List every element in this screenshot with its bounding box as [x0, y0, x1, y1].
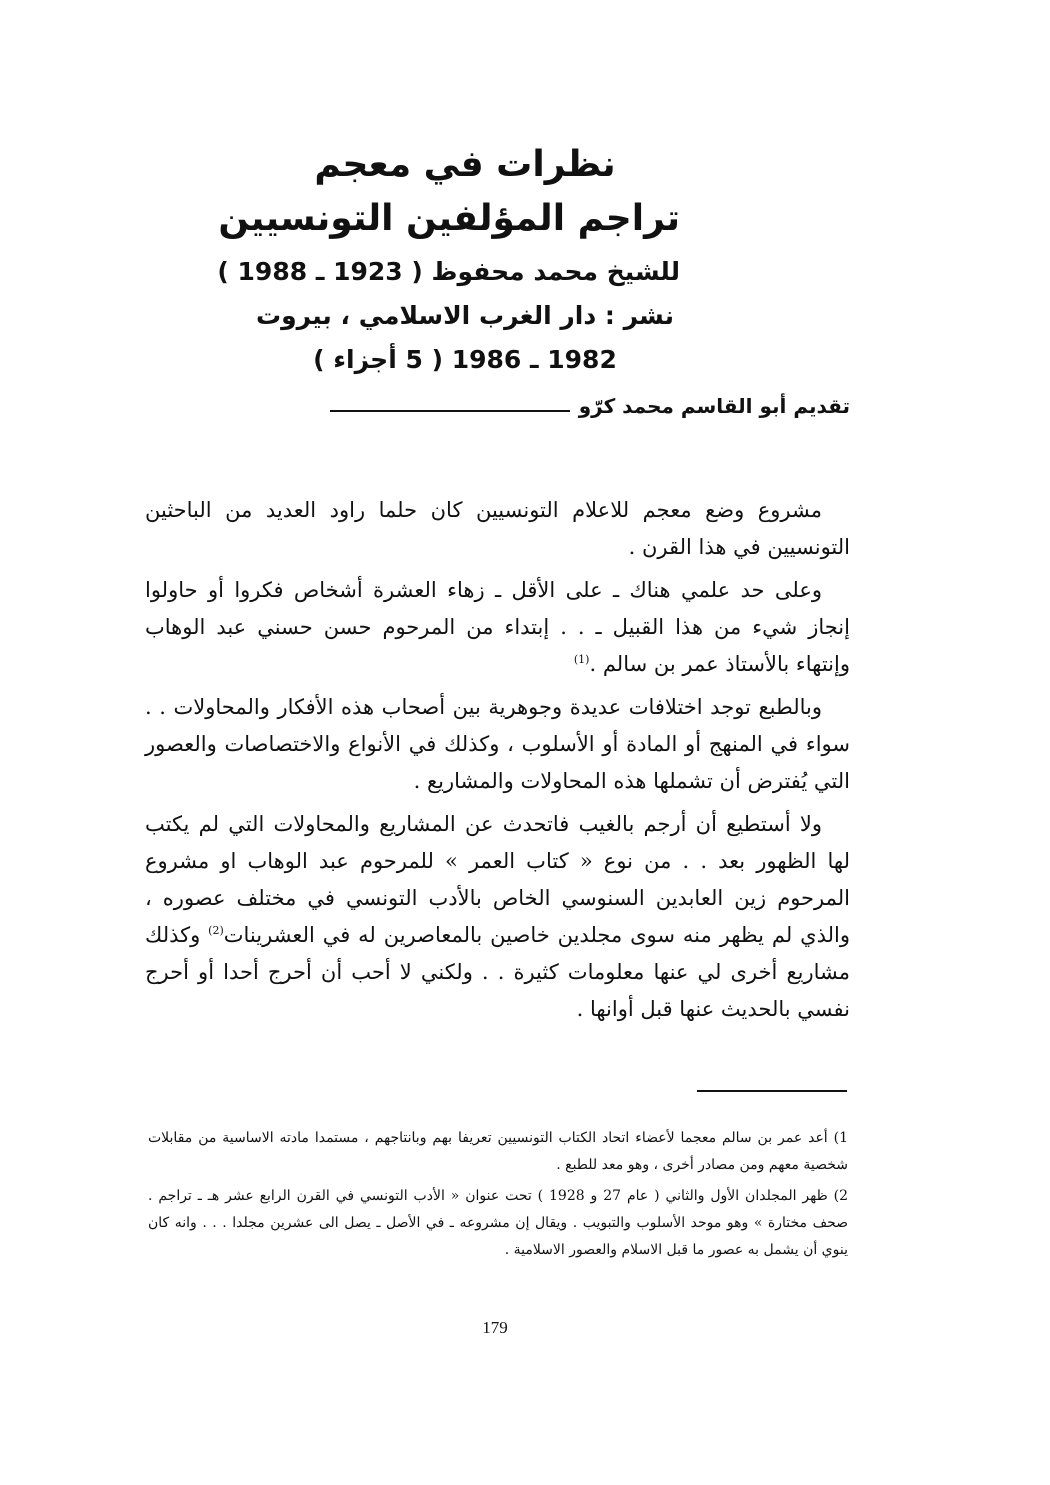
- footnote-ref-2: (2): [208, 924, 224, 937]
- title-subtitle: تراجم المؤلفين التونسيين: [218, 198, 680, 239]
- paragraph-4-text-b: وكذلك مشاريع أخرى لي عنها معلومات كثيرة . . ولكني لا أحب أن أحرج أحدا أو أحرج نفسي بالحديث عنها قبل أوانها .: [145, 923, 850, 1021]
- page-number: 179: [482, 1318, 508, 1337]
- footnotes: [148, 1125, 848, 1268]
- title-years: 1982 ـ 1986 ( 5 أجزاء ): [313, 345, 617, 374]
- byline: [330, 392, 850, 432]
- title-block: [217, 138, 680, 382]
- footnote-ref-1: (1): [573, 653, 590, 666]
- byline-text: تقديم أبو القاسم محمد كرّو: [578, 394, 850, 418]
- title-publisher: نشر : دار الغرب الاسلامي ، بيروت: [256, 301, 674, 330]
- paragraph-4: [145, 806, 850, 1028]
- paragraph-2-text: وعلى حد علمي هناك ـ على الأقل ـ زهاء العشرة أشخاص فكروا أو حاولوا إنجاز شيء من هذا القبيل ـ . . إبتداء من المرحوم حسن حسني عبد الوهاب وإنتهاء بالأستاذ عمر بن سالم .: [145, 578, 850, 676]
- title-author: للشيخ محمد محفوظ ( 1923 ـ 1988 ): [217, 257, 680, 286]
- article-body: [145, 492, 850, 1034]
- footnote-separator: [697, 1090, 847, 1092]
- paragraph-3-text: وبالطبع توجد اختلافات عديدة وجوهرية بين أصحاب هذه الأفكار والمحاولات . . سواء في المنهج أو المادة أو الأسلوب ، وكذلك في الأنواع والاختصاصات والعصور التي يُفترض أن تشملها هذه المحاولات والمشاريع .: [145, 695, 850, 793]
- paragraph-1-text: مشروع وضع معجم للاعلام التونسيين كان حلما راود العديد من الباحثين التونسيين في هذا القرن .: [145, 498, 850, 559]
- paragraph-4-text-a: ولا أستطيع أن أرجم بالغيب فاتحدث عن المشاريع والمحاولات التي لم يكتب لها الظهور بعد . . من نوع « كتاب العمر » للمرحوم عبد الوهاب او مشروع المرحوم زين العابدين السنوسي الخاص بالأدب التونسي في مختلف عصوره ، والذي لم يظهر منه سوى مجلدين خاصين بالمعاصرين له في العشرينات: [145, 812, 851, 947]
- paragraph-3: [145, 689, 850, 800]
- footnote-1: 1) أعد عمر بن سالم معجما لأعضاء اتحاد الكتاب التونسيين تعريفا بهم وبانتاجهم ، مستمدا مادته الاساسية من مقابلات شخصية معهم ومن مصادر أخرى ، وهو معد للطبع .: [148, 1130, 849, 1173]
- paragraph-1: [145, 492, 850, 566]
- byline-rule: [330, 410, 570, 412]
- paragraph-2: [145, 572, 850, 683]
- title-main: نظرات في معجم: [314, 144, 616, 185]
- footnote-2: 2) ظهر المجلدان الأول والثاني ( عام 27 و 1928 ) تحت عنوان « الأدب التونسي في القرن الرابع عشر هـ ـ تراجم . صحف مختارة » وهو موحد الأسلوب والتبويب . ويقال إن مشروعه ـ في الأصل ـ يصل الى عشرين مجلدا . . . وانه كان ينوي أن يشمل به عصور ما قبل الاسلام والعصور الاسلامية .: [148, 1188, 848, 1258]
